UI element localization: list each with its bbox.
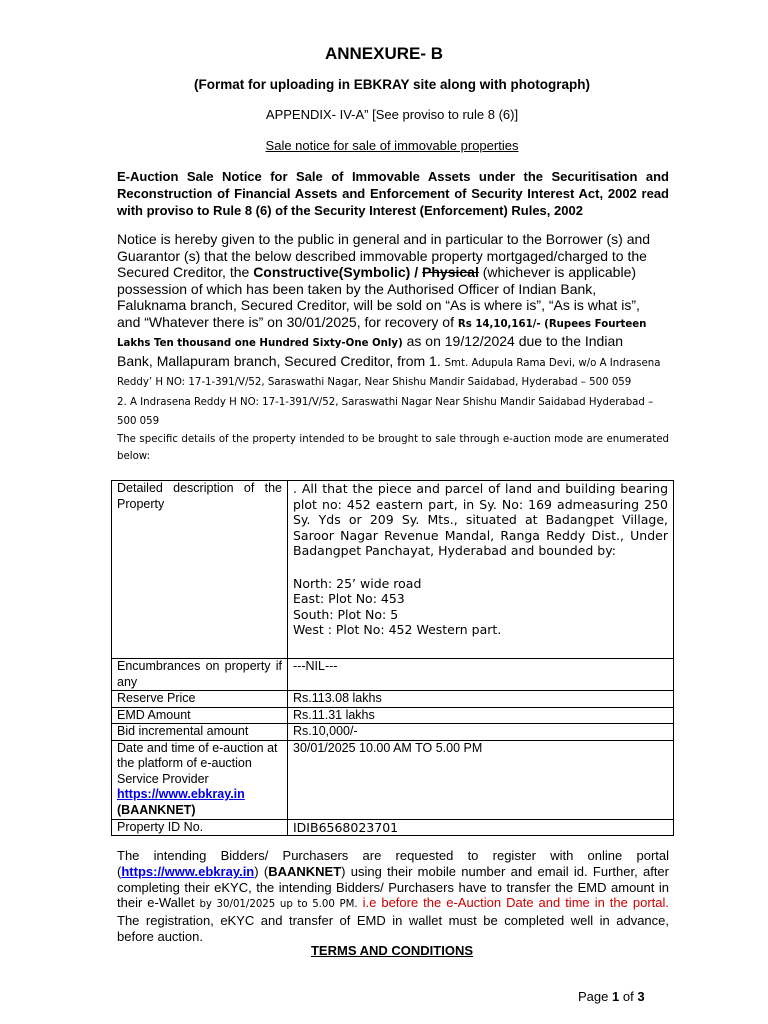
table-row bbox=[112, 659, 674, 691]
recovery-amount: Rs 14,10,161/- (Rupees Fourteen Lakhs Ten thousand one Hundred Sixty-One Only) bbox=[117, 318, 647, 349]
baanknet-label: BAANKNET bbox=[121, 802, 192, 817]
format-subtitle: (Format for uploading in EBKRAY site along with photograph) bbox=[194, 77, 590, 92]
boundary-east: East: Plot No: 453 bbox=[293, 591, 405, 606]
page-of: of bbox=[622, 989, 634, 1004]
appendix-line: APPENDIX- IV-A” [See proviso to rule 8 (6)] bbox=[265, 107, 519, 122]
desc-cell bbox=[288, 481, 674, 659]
bid-increment-value: Rs.10,000/- bbox=[288, 724, 674, 741]
physical-label: Physical bbox=[422, 264, 479, 280]
bidders-text-4: The registration, eKYC and transfer of EMD in wallet must be completed well in advance, before auction. bbox=[117, 913, 669, 944]
notice-text-2: (whichever is applicable) possession of which has been taken by the Authorised Officer of Indian Bank, Faluknama branch, Secured Creditor, will be sold on “As is where is”, “As is what is”, and “Whatever there is” on 30/01/2025, for recovery of bbox=[117, 264, 640, 330]
emd-deadline: by 30/01/2025 up to 5.00 PM. bbox=[199, 899, 358, 911]
page-current: 1 bbox=[612, 989, 620, 1004]
bidders-ebkray-link[interactable]: https://www.ebkray.in bbox=[121, 863, 255, 879]
bidders-text-1: The intending Bidders/ Purchasers are requested to register with online portal ( bbox=[117, 848, 669, 879]
sale-notice-heading: Sale notice for sale of immovable properties bbox=[265, 138, 519, 153]
bidders-text-3: ) using their mobile number and email id. Further, after completing their eKYC, the intending Bidders/ Purchasers have to transfer the EMD amount in their e-Wallet bbox=[117, 863, 669, 911]
paren-open: ( bbox=[117, 802, 122, 817]
terms-heading: TERMS AND CONDITIONS bbox=[310, 943, 474, 958]
desc-text: . All that the piece and parcel of land and building bearing plot no: 452 eastern part, in Sy. No: 169 admeasuring 250 Sy. Yds or 209 Sy. Mts., situated at Badangpet Village, Saroor Nagar Revenue Mandal, Ranga Reddy Dist., Under Badangpet Panchayat, Hyderabad and bounded by: bbox=[293, 481, 668, 558]
bidders-baanknet: BAANKNET bbox=[268, 863, 342, 879]
borrower-2: 2. A Indrasena Reddy H NO: 17-1-391/V/52, Saraswathi Nagar Near Shishu Mandir Saidabad Hyderabad – 500 059 bbox=[117, 396, 654, 427]
reserve-price-label: Reserve Price bbox=[112, 691, 288, 708]
desc-label: Detailed description of the Property bbox=[112, 481, 288, 659]
notice-text-1: Notice is hereby given to the public in general and in particular to the Borrower (s) and Guarantor (s) that the below described immovable property mortgaged/charged to the Secured Creditor, the bbox=[117, 231, 651, 280]
table-row bbox=[112, 819, 674, 836]
auction-notice-heading: E-Auction Sale Notice for Sale of Immovable Assets under the Securitisation and Reconstruction of Financial Assets and Enforcement of Security Interest Act, 2002 read with proviso to Rule 8 (6) of the Security Interest (Enforcement) Rules, 2002 bbox=[117, 169, 669, 218]
reserve-price-value: Rs.113.08 lakhs bbox=[288, 691, 674, 708]
document-title: ANNEXURE- B bbox=[324, 44, 444, 63]
property-details-table bbox=[111, 480, 674, 836]
ebkray-link[interactable]: https://www.ebkray.in bbox=[117, 787, 245, 801]
constructive-label: Constructive bbox=[253, 264, 339, 280]
notice-text-3: as on 19/12/2024 due to the Indian Bank, Mallapuram branch, Secured Creditor, from 1. bbox=[117, 333, 624, 369]
deadline-note: i.e before the e-Auction Date and time in the portal. bbox=[362, 895, 669, 911]
property-id-label: Property ID No. bbox=[112, 819, 288, 836]
table-row bbox=[112, 691, 674, 708]
property-id-value: IDIB6568023701 bbox=[288, 819, 674, 836]
emd-amount-value: Rs.11.31 lakhs bbox=[288, 707, 674, 724]
bidders-text-2: ) ( bbox=[254, 863, 269, 879]
details-intro: The specific details of the property intended to be brought to sale through e-auction mode are enumerated below: bbox=[117, 434, 669, 462]
boundary-west: West : Plot No: 452 Western part. bbox=[293, 622, 502, 637]
bidders-paragraph bbox=[117, 848, 669, 945]
page-total: 3 bbox=[637, 989, 645, 1004]
encumbrances-value: ---NIL--- bbox=[288, 659, 674, 691]
table-row bbox=[112, 740, 674, 819]
notice-paragraph bbox=[117, 231, 662, 431]
auction-date-label bbox=[112, 740, 288, 819]
auction-date-label-text: Date and time of e-auction at the platform of e-auction Service Provider bbox=[117, 740, 278, 786]
auction-date-value: 30/01/2025 10.00 AM TO 5.00 PM bbox=[288, 740, 674, 819]
borrower-1: Smt. Adupula Rama Devi, w/o A Indrasena Reddy’ H NO: 17-1-391/V/52, Saraswathi Nagar, Near Shishu Mandir Saidabad, Hyderabad – 500 059 bbox=[117, 357, 661, 388]
page-number bbox=[578, 989, 645, 1004]
boundary-south: South: Plot No: 5 bbox=[293, 606, 399, 622]
emd-amount-label: EMD Amount bbox=[112, 707, 288, 724]
bid-increment-label: Bid incremental amount bbox=[112, 724, 288, 741]
symbolic-label: (Symbolic) / bbox=[338, 264, 419, 280]
page-label: Page bbox=[578, 989, 609, 1004]
table-row bbox=[112, 707, 674, 724]
boundary-north: North: 25’ wide road bbox=[293, 575, 422, 591]
table-row bbox=[112, 481, 674, 659]
encumbrances-label: Encumbrances on property if any bbox=[112, 659, 288, 691]
paren-close: ) bbox=[191, 802, 196, 817]
table-row bbox=[112, 724, 674, 741]
